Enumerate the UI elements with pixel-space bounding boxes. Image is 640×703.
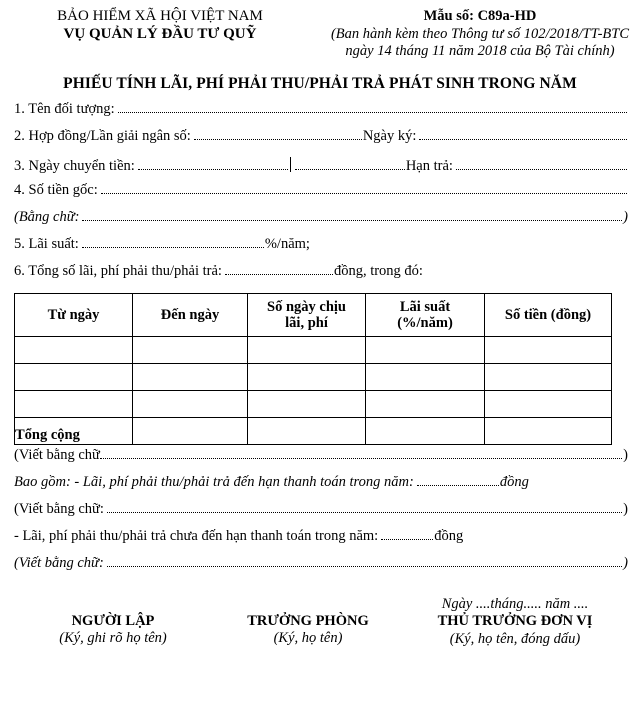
input-principal-amount[interactable] [101, 193, 627, 194]
text-cursor-icon [290, 157, 291, 172]
label-transfer-date: 3. Ngày chuyển tiền: [14, 158, 135, 175]
field-row-subject-name [0, 101, 640, 128]
label-sign-date: Ngày ký: [362, 128, 417, 145]
cell-days-count[interactable] [248, 364, 366, 391]
input-transfer-date-extra[interactable] [295, 169, 405, 170]
footer-text-block [0, 447, 640, 582]
column-header-from-date-line1: Từ ngày [47, 306, 100, 323]
label-not-due-interest: - Lãi, phí phải thu/phải trả chưa đến hạn thanh toán trong năm: [14, 528, 379, 545]
input-due-interest-in-words[interactable] [107, 512, 622, 513]
input-not-due-interest[interactable] [381, 539, 433, 540]
input-transfer-date[interactable] [138, 169, 288, 170]
label-due-interest: Bao gồm: - Lãi, phí phải thu/phải trả đến hạn thanh toán trong năm: [14, 474, 414, 491]
label-contract-number: 2. Hợp đồng/Lần giải ngân số: [14, 128, 191, 145]
cell-from-date[interactable] [15, 337, 133, 364]
signature-role-unit-head: THỦ TRƯỞNG ĐƠN VỊ [437, 613, 593, 630]
field-row-principal-in-words [0, 209, 640, 236]
label-total-interest: 6. Tổng số lãi, phí phải thu/phải trả: [14, 263, 222, 280]
calculation-table-wrapper [0, 293, 640, 445]
table-row [15, 337, 612, 364]
issuing-authority-block [0, 8, 320, 61]
department-name: VỤ QUẢN LÝ ĐẦU TƯ QUỸ [63, 25, 257, 42]
table-row [15, 391, 612, 418]
column-header-to-date-line1: Đến ngày [160, 306, 220, 323]
cell-days-count[interactable] [248, 337, 366, 364]
signature-column-preparer [8, 596, 218, 648]
input-sign-date[interactable] [419, 139, 627, 140]
cell-rate[interactable] [366, 364, 485, 391]
cell-rate[interactable] [366, 337, 485, 364]
signature-date-line[interactable]: Ngày ....tháng..... năm .... [441, 596, 589, 613]
field-row-not-due-in-words [0, 555, 640, 582]
unit-due-interest: đồng [499, 474, 529, 491]
input-total-interest[interactable] [225, 274, 333, 275]
calculation-table [14, 293, 612, 445]
cell-amount[interactable] [485, 364, 612, 391]
cell-days-count[interactable] [248, 391, 366, 418]
cell-total-to-date[interactable] [133, 418, 248, 445]
input-due-interest[interactable] [417, 485, 499, 486]
label-principal-amount: 4. Số tiền gốc: [14, 182, 98, 199]
column-header-amount-line1: Số tiền (đồng) [504, 306, 592, 323]
field-row-principal-amount [0, 182, 640, 209]
document-header [0, 0, 640, 61]
field-row-total-interest [0, 263, 640, 290]
label-principal-in-words: (Bằng chữ: [14, 209, 80, 226]
signature-note-head-of-division: (Ký, họ tên) [273, 630, 343, 647]
paren-close-not-due-words: ) [623, 555, 628, 572]
column-header-to-date [133, 294, 248, 337]
label-not-due-in-words: (Viết bằng chữ: [14, 555, 104, 572]
field-row-total-in-words [0, 447, 640, 474]
field-row-contract-number [0, 128, 640, 155]
field-row-due-interest-in-words [0, 501, 640, 528]
signature-role-head-of-division: TRƯỞNG PHÒNG [247, 613, 369, 630]
label-subject-name: 1. Tên đối tượng: [14, 101, 115, 118]
input-subject-name[interactable] [118, 112, 627, 113]
page-title: PHIẾU TÍNH LÃI, PHÍ PHẢI THU/PHẢI TRẢ PHÁT SINH TRONG NĂM [63, 75, 577, 93]
signature-column-head-of-division [218, 596, 398, 648]
column-header-days-count [248, 294, 366, 337]
label-total-in-words: (Viết bằng chữ [14, 447, 100, 464]
column-header-from-date [15, 294, 133, 337]
column-header-rate-line2: (%/năm) [397, 315, 453, 332]
organization-name: BẢO HIỂM XÃ HỘI VIỆT NAM [57, 8, 263, 24]
signature-column-unit-head [398, 596, 632, 648]
input-contract-number[interactable] [194, 139, 362, 140]
issue-reference-line1: (Ban hành kèm theo Thông tư số 102/2018/TT-BTC [330, 25, 630, 42]
field-row-due-interest [0, 474, 640, 501]
cell-amount[interactable] [485, 391, 612, 418]
column-header-rate-line1: Lãi suất [399, 298, 451, 315]
paren-close-principal-words: ) [623, 209, 628, 226]
cell-from-date[interactable] [15, 391, 133, 418]
column-header-days-count-line2: lãi, phí [285, 315, 328, 332]
form-number: Mẫu số: C89a-HD [423, 8, 537, 24]
issue-reference-line2: ngày 14 tháng 11 năm 2018 của Bộ Tài chính) [345, 43, 615, 60]
cell-to-date[interactable] [133, 337, 248, 364]
cell-total-amount[interactable] [485, 418, 612, 445]
column-header-amount [485, 294, 612, 337]
unit-interest-rate: %/năm; [264, 236, 310, 253]
table-head [15, 294, 612, 337]
signature-role-preparer: NGƯỜI LẬP [71, 613, 155, 630]
field-row-not-due-interest [0, 528, 640, 555]
cell-to-date[interactable] [133, 391, 248, 418]
cell-total-days-count[interactable] [248, 418, 366, 445]
paren-close-due-words: ) [623, 501, 628, 518]
field-row-transfer-date [0, 155, 640, 182]
cell-to-date[interactable] [133, 364, 248, 391]
signature-spacer [218, 596, 398, 613]
cell-total-label: Tổng cộng [15, 418, 133, 445]
cell-rate[interactable] [366, 391, 485, 418]
table-row [15, 364, 612, 391]
table-header-row [15, 294, 612, 337]
column-header-rate [366, 294, 485, 337]
field-row-interest-rate [0, 236, 640, 263]
input-interest-rate[interactable] [82, 247, 264, 248]
table-total-row [15, 418, 612, 445]
cell-amount[interactable] [485, 337, 612, 364]
input-total-in-words[interactable] [100, 458, 622, 459]
input-due-date[interactable] [456, 169, 627, 170]
input-not-due-in-words[interactable] [107, 566, 622, 567]
unit-total-interest: đồng, trong đó: [333, 263, 423, 280]
unit-not-due-interest: đồng [434, 528, 464, 545]
table-body [15, 337, 612, 445]
label-due-date: Hạn trả: [405, 158, 453, 175]
signature-block [0, 596, 640, 648]
cell-from-date[interactable] [15, 364, 133, 391]
signature-spacer [8, 596, 218, 613]
input-principal-in-words[interactable] [82, 220, 622, 221]
paren-close-total-words: ) [623, 447, 628, 464]
form-meta-block [320, 8, 640, 61]
signature-note-preparer: (Ký, ghi rõ họ tên) [59, 630, 167, 647]
column-header-days-count-line1: Số ngày chịu [267, 298, 346, 315]
cell-total-rate[interactable] [366, 418, 485, 445]
label-due-interest-in-words: (Viết bằng chữ: [14, 501, 104, 518]
signature-note-unit-head: (Ký, họ tên, đóng dấu) [449, 630, 581, 647]
label-interest-rate: 5. Lãi suất: [14, 236, 79, 253]
